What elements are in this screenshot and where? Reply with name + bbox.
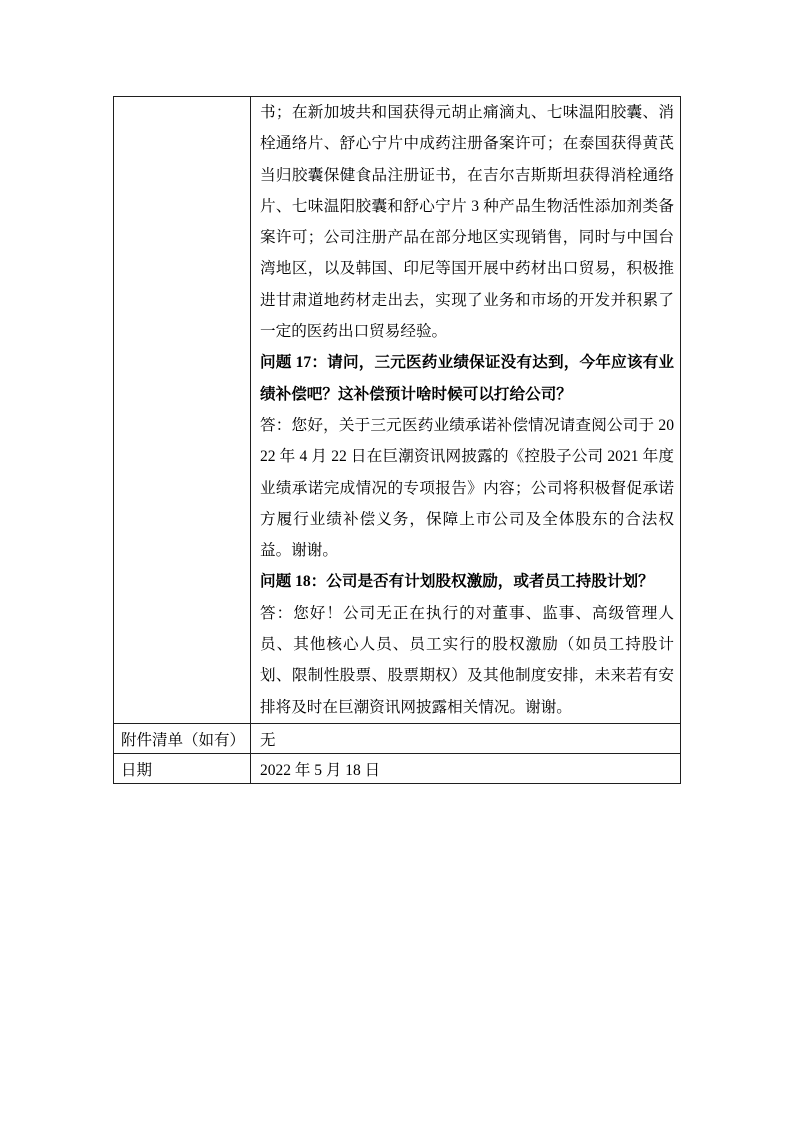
attachment-list-value: 无 xyxy=(260,731,276,749)
qa-content-cell xyxy=(251,97,680,723)
answer-continuation-text: 书；在新加坡共和国获得元胡止痛滴丸、七味温阳胶囊、消栓通络片、舒心宁片中成药注册备案许可；在泰国获得黄芪当归胶囊保健食品注册证书，在吉尔吉斯斯坦获得消栓通络片、七味温阳胶囊和舒心宁片 3 种产品生物活性添加剂类备案许可；公司注册产品在部分地区实现销售，同时与中国台湾地区，以及韩国、印尼等国开展中药材出口贸易，积极推进甘肃道地药材走出去，实现了业务和市场的开发并积累了一定的医药出口贸易经验。 xyxy=(260,104,674,341)
question-17-text: 问题 17：请问，三元医药业绩保证没有达到，今年应该有业绩补偿吧？这补偿预计啥时候可以打给公司？ xyxy=(260,354,674,403)
table-row xyxy=(114,97,680,723)
table-row xyxy=(114,753,680,783)
row-label-cell-empty xyxy=(114,97,251,723)
qa-record-table xyxy=(113,96,681,784)
answer-18-text: 答：您好！公司无正在执行的对董事、监事、高级管理人员、其他核心人员、员工实行的股权激励（如员工持股计划、限制性股票、股票期权）及其他制度安排，未来若有安排将及时在巨潮资讯网披露相关情况。谢谢。 xyxy=(260,604,674,716)
date-label: 日期 xyxy=(114,754,251,783)
date-value: 2022 年 5 月 18 日 xyxy=(260,761,381,779)
question-18-text: 问题 18：公司是否有计划股权激励，或者员工持股计划？ xyxy=(260,573,654,591)
answer-17-text: 答：您好，关于三元医药业绩承诺补偿情况请查阅公司于 2022 年 4 月 22 日在巨潮资讯网披露的《控股子公司 2021 年度业绩承诺完成情况的专项报告》内容；公司将积极督促承诺方履行业绩补偿义务，保障上市公司及全体股东的合法权益。谢谢。 xyxy=(260,416,674,560)
table-row xyxy=(114,723,680,753)
attachment-list-label: 附件清单（如有） xyxy=(114,724,251,753)
